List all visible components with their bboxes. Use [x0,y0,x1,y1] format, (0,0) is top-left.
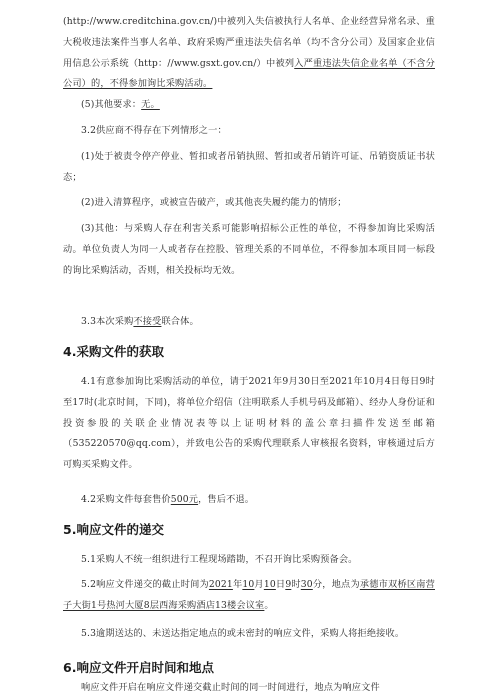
paragraph-3-3 [63,312,435,333]
deadline-minute: 30 [300,579,313,590]
deadline-day: 10 [263,579,276,590]
price-value: 500元 [170,494,199,505]
deadline-location-label: 分，地点为 [312,579,360,590]
consortium-value: 不接受 [133,316,162,327]
paragraph-3-2-3: (3)其他：与采购人存在利害关系可能影响招标公正性的单位，不得参加询比采购活动。单位负责人为同一人或者存在控股、管理关系的不同单位，不得参加本项目同一标段的询比采购活动，否则，相关投标均无效。 [63,223,435,276]
heading-4: 4.采购文件的获取 [63,344,164,359]
paragraph-other-requirements [63,95,435,116]
deadline-location-address: 桥区南营子大街1号热河大厦8层西海采购酒店13楼会议室 [63,579,435,611]
paragraph-credit-blacklist [63,12,435,95]
other-requirements-value: 无。 [141,99,160,110]
price-text: 4.2采购文件每套售价 [81,494,171,505]
credit-blacklist-text: (http://www.creditchina.gov.cn/)中被列入失信被执行人名单、企业经营异常名录、重大税收违法案件当事人名单、政府采购严重违法失信名单（均不含分公司）及国家企业信用信息公示系统（http：//www.gsxt.gov.cn/）中被列 [63,16,435,69]
deadline-year-unit: 年 [232,579,243,590]
paragraph-3-2: 3.2供应商不得存在下列情形之一： [81,125,227,136]
other-requirements-label: (5)其他要求： [81,99,142,110]
paragraph-5-3: 5.3逾期送达的、未送达指定地点的或未密封的响应文件，采购人将拒绝接收。 [81,628,405,639]
deadline-year: 2021 [208,579,233,590]
consortium-text: 3.3本次采购 [81,316,134,327]
paragraph-6-1: 响应文件开启在响应文件递交截止时间的同一时间进行，地点为响应文件 [81,682,380,693]
consortium-tail: 联合体。 [161,316,199,327]
paragraph-4-1: 4.1有意参加询比采购活动的单位，请于2021年9月30日至2021年10月4日每日9时至17时(北京时间，下同)，将单位介绍信（注明联系人手机号码及邮箱）、经办人身份证和投资参股的关联企业情况表等以上证明材料的盖公章扫描件发送至邮箱（535220570@qq.com），并致电公告的采购代理联系人审核报名资料，审核通过后方可购买采购文件。 [63,376,435,471]
heading-6: 6.响应文件开启时间和地点 [63,660,214,675]
deadline-month-unit: 月 [254,579,264,590]
paragraph-5-2 [63,575,435,617]
paragraph-5-1: 5.1采购人不统一组织进行工程现场踏勘，不召开询比采购预备会。 [81,554,358,565]
deadline-hour-unit: 时 [291,579,301,590]
deadline-hour: 9 [285,579,292,590]
deadline-month: 10 [242,579,255,590]
paragraph-4-2 [63,490,435,511]
deadline-location-city: 承德市双 [359,579,398,590]
paragraph-3-2-2: (2)进入清算程序，或被宣告破产，或其他丧失履约能力的情形； [81,197,347,208]
paragraph-3-2-1: (1)处于被责令停产停业、暂扣或者吊销执照、暂扣或者吊销许可证、吊销资质证书状态； [63,151,435,183]
price-tail: ，售后不退。 [198,494,255,505]
deadline-day-unit: 日 [275,579,286,590]
heading-5: 5.响应文件的递交 [63,522,164,537]
deadline-text: 5.2响应文件递交的截止时间为 [81,579,209,590]
deadline-end-mark: 。 [264,599,274,611]
credit-blacklist-underlined: 入严重违法失信企业名单（不含分公司）的，不得参加询比采购活动。 [63,57,436,90]
